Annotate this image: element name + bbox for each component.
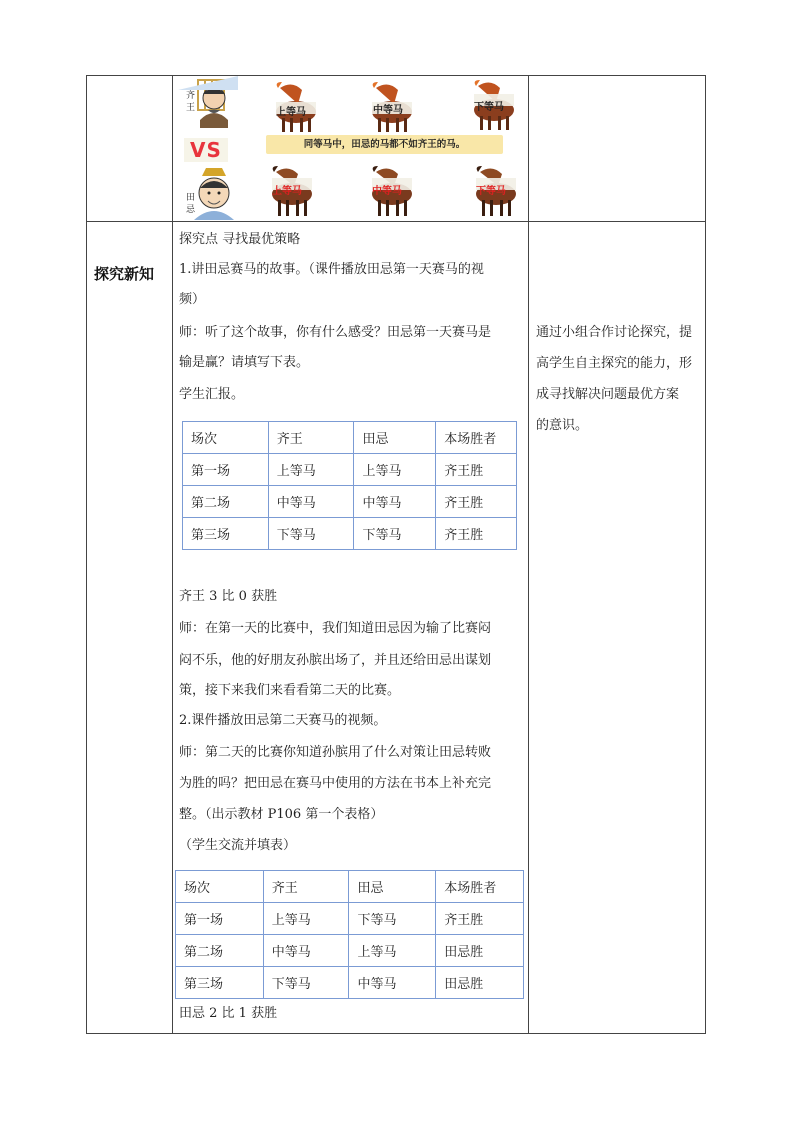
table-cell: 中等马 bbox=[268, 486, 354, 518]
table-cell: 第二场 bbox=[183, 486, 269, 518]
body-line: 整。（出示教材 P106 第一个表格） bbox=[179, 807, 384, 822]
horse-race-illustration bbox=[178, 76, 528, 220]
tianji-horse-label: 下等马 bbox=[476, 186, 506, 197]
king-label: 齐王 bbox=[186, 91, 196, 113]
table-cell: 第一场 bbox=[183, 454, 269, 486]
tianji-figure bbox=[194, 168, 234, 220]
design-intent-line: 的意识。 bbox=[536, 418, 589, 433]
table-cell: 上等马 bbox=[354, 454, 436, 486]
day-one-result-table bbox=[182, 421, 517, 550]
column-divider-1 bbox=[172, 76, 173, 1033]
table-cell: 齐王胜 bbox=[436, 903, 524, 935]
table-row bbox=[176, 903, 524, 935]
table-header-row bbox=[183, 422, 517, 454]
body-line: 频） bbox=[179, 292, 206, 307]
tianji-label: 田忌 bbox=[186, 193, 196, 215]
body-line: 2.课件播放田忌第二天赛马的视频。 bbox=[179, 713, 387, 728]
table-cell: 下等马 bbox=[349, 903, 436, 935]
table-row bbox=[183, 518, 517, 550]
table-cell: 田忌胜 bbox=[436, 967, 524, 999]
table-cell: 齐王胜 bbox=[436, 518, 517, 550]
column-divider-2 bbox=[528, 76, 529, 1033]
table-cell: 下等马 bbox=[268, 518, 354, 550]
table-cell: 齐王胜 bbox=[436, 454, 517, 486]
king-horse-label: 中等马 bbox=[373, 105, 403, 116]
body-line: 1.讲田忌赛马的故事。（课件播放田忌第一天赛马的视 bbox=[179, 262, 484, 277]
table-header-cell: 齐王 bbox=[263, 871, 349, 903]
table-row bbox=[176, 935, 524, 967]
body-line: 策，接下来我们来看看第二天的比赛。 bbox=[179, 683, 401, 698]
table-cell: 中等马 bbox=[349, 967, 436, 999]
table-header-cell: 本场胜者 bbox=[436, 871, 524, 903]
table-header-cell: 场次 bbox=[183, 422, 269, 454]
vs-badge: VS bbox=[184, 138, 228, 162]
table-cell: 第一场 bbox=[176, 903, 264, 935]
table-header-row bbox=[176, 871, 524, 903]
row-divider bbox=[87, 221, 705, 222]
table-cell: 第三场 bbox=[176, 967, 264, 999]
table-cell: 中等马 bbox=[263, 935, 349, 967]
result-line: 齐王 3 比 0 获胜 bbox=[179, 589, 278, 604]
table-header-cell: 田忌 bbox=[349, 871, 436, 903]
design-intent-line: 成寻找解决问题最优方案 bbox=[536, 387, 680, 402]
design-intent-line: 通过小组合作讨论探究，提 bbox=[536, 325, 693, 340]
table-cell: 上等马 bbox=[349, 935, 436, 967]
body-line: （学生交流并填表） bbox=[179, 838, 297, 853]
tianji-horse-label: 中等马 bbox=[372, 186, 402, 197]
table-cell: 上等马 bbox=[268, 454, 354, 486]
body-line: 学生汇报。 bbox=[179, 387, 245, 402]
table-row bbox=[183, 486, 517, 518]
table-header-cell: 场次 bbox=[176, 871, 264, 903]
body-line: 师：在第一天的比赛中，我们知道田忌因为输了比赛闷 bbox=[179, 621, 492, 636]
table-cell: 下等马 bbox=[263, 967, 349, 999]
section-label: 探究新知 bbox=[94, 265, 155, 283]
comparison-banner: 同等马中，田忌的马都不如齐王的马。 bbox=[266, 135, 503, 154]
king-horse-label: 下等马 bbox=[474, 102, 504, 113]
table-cell: 下等马 bbox=[354, 518, 436, 550]
table-cell: 第二场 bbox=[176, 935, 264, 967]
table-row bbox=[176, 967, 524, 999]
table-cell: 齐王胜 bbox=[436, 486, 517, 518]
design-intent-line: 高学生自主探究的能力，形 bbox=[536, 356, 693, 371]
body-line: 闷不乐，他的好朋友孙膑出场了，并且还给田忌出谋划 bbox=[179, 653, 492, 668]
table-header-cell: 田忌 bbox=[354, 422, 436, 454]
table-header-cell: 齐王 bbox=[268, 422, 354, 454]
table-cell: 田忌胜 bbox=[436, 935, 524, 967]
table-cell: 中等马 bbox=[354, 486, 436, 518]
day-two-result-table bbox=[175, 870, 524, 999]
result-line: 田忌 2 比 1 获胜 bbox=[179, 1006, 278, 1021]
body-line: 为胜的吗？把田忌在赛马中使用的方法在书本上补充完 bbox=[179, 776, 492, 791]
table-row bbox=[183, 454, 517, 486]
topic-heading: 探究点 寻找最优策略 bbox=[179, 232, 301, 247]
body-line: 师：第二天的比赛你知道孙膑用了什么对策让田忌转败 bbox=[179, 745, 492, 760]
table-cell: 上等马 bbox=[263, 903, 349, 935]
tianji-horse-label: 上等马 bbox=[272, 186, 302, 197]
table-cell: 第三场 bbox=[183, 518, 269, 550]
table-header-cell: 本场胜者 bbox=[436, 422, 517, 454]
body-line: 师：听了这个故事，你有什么感受？田忌第一天赛马是 bbox=[179, 325, 492, 340]
body-line: 输是赢？请填写下表。 bbox=[179, 355, 310, 370]
corner-decoration bbox=[178, 76, 238, 90]
king-horse-label: 上等马 bbox=[276, 107, 306, 118]
